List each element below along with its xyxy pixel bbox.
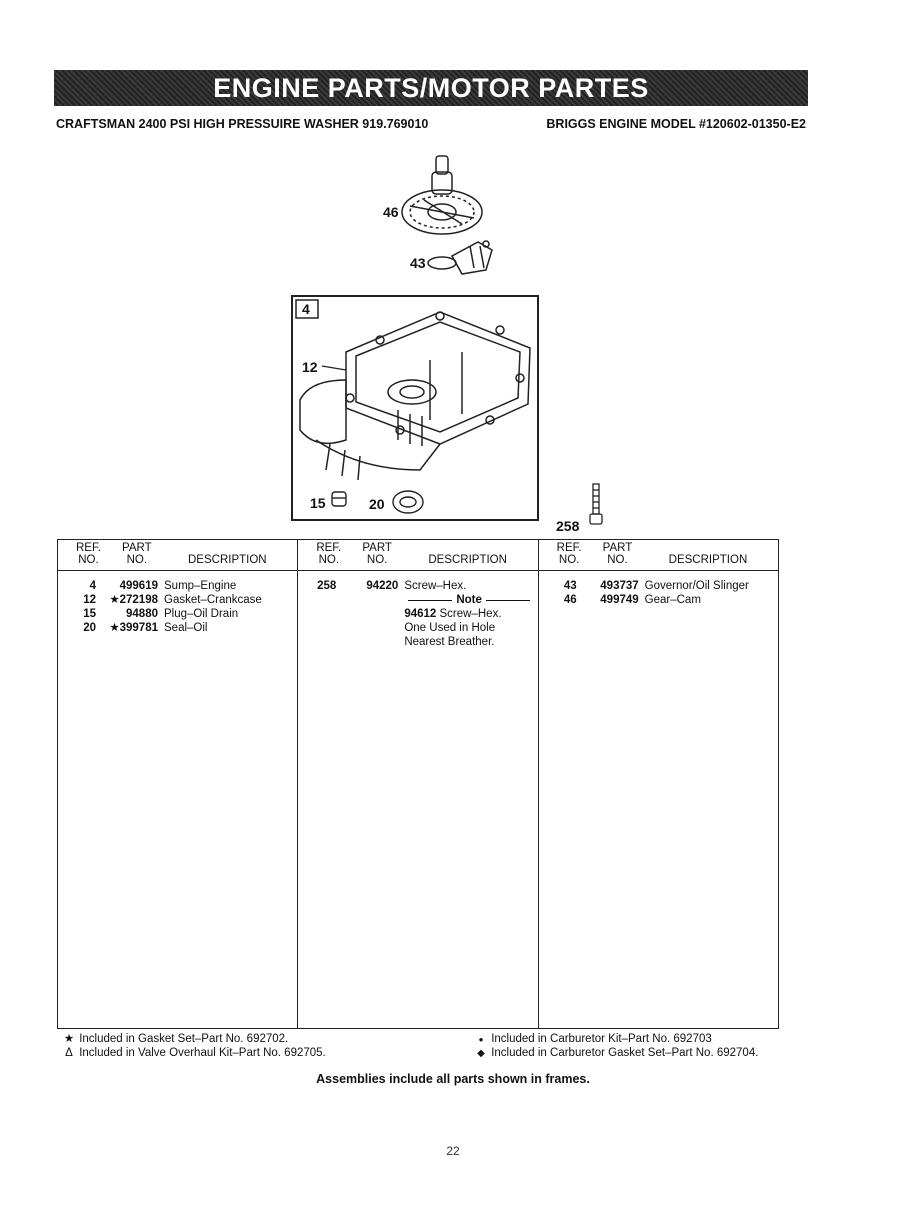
- column-header: [298, 540, 537, 571]
- header-description-label: DESCRIPTION: [428, 554, 507, 566]
- note-dash-right: [486, 600, 530, 601]
- diamond-icon: ◆: [477, 1047, 485, 1059]
- sump-engine-illustration: [300, 312, 530, 480]
- ref-number: 20: [83, 622, 96, 634]
- oil-seal-illustration: [393, 491, 423, 513]
- callout-15: 15: [310, 495, 326, 511]
- footnote-gasket-set: [62, 1033, 326, 1047]
- callout-258: 258: [556, 518, 580, 534]
- column-header: [539, 540, 778, 571]
- header-part-no-label: NO.: [126, 554, 148, 566]
- washer-model-label: CRAFTSMAN 2400 PSI HIGH PRESSUIRE WASHER 919.769010: [56, 117, 429, 131]
- part-number: 499619: [119, 580, 158, 592]
- page-title-bar: [54, 70, 808, 106]
- assemblies-note: Assemblies include all parts shown in frames.: [316, 1072, 590, 1086]
- footnote-valve-kit: [62, 1047, 326, 1061]
- ref-number: 43: [563, 580, 577, 592]
- ref-number: 12: [83, 594, 96, 606]
- part-description: Gasket–Crankcase: [164, 594, 262, 606]
- note-dash-left: [408, 600, 452, 601]
- part-description: Gear–Cam: [644, 594, 701, 606]
- header-part-no-label: NO.: [366, 554, 388, 566]
- callout-12-leader: [322, 366, 346, 370]
- note-line-3: Nearest Breather.: [404, 636, 495, 648]
- part-number: 493737: [600, 580, 639, 592]
- footnote-text: Included in Carburetor Kit–Part No. 692703: [491, 1033, 712, 1045]
- table-row: [539, 579, 778, 593]
- table-row: [58, 607, 297, 621]
- engine-model-label: BRIGGS ENGINE MODEL #120602-01350-E2: [546, 117, 806, 131]
- footnote-carburetor-gasket-set: [474, 1047, 758, 1061]
- part-number: 94880: [126, 608, 158, 620]
- header-description-label: DESCRIPTION: [668, 554, 748, 566]
- footnote-text: Included in Gasket Set–Part No. 692702.: [79, 1033, 289, 1045]
- part-description: Screw–Hex.: [404, 580, 467, 592]
- part-number: ★272198: [109, 594, 158, 606]
- star-icon: ★: [63, 1033, 75, 1045]
- parts-table: [57, 539, 779, 1029]
- column-header: [58, 540, 297, 571]
- header-ref-label: REF.: [76, 542, 101, 554]
- note-part-number: 94612: [404, 608, 437, 620]
- header-ref-no-label: NO.: [318, 554, 340, 566]
- header-ref-no-label: NO.: [558, 554, 580, 566]
- note-line-2: One Used in Hole: [404, 622, 496, 634]
- parts-column-2: [297, 540, 537, 1028]
- footnote-carburetor-kit: [474, 1033, 758, 1047]
- callout-43: 43: [410, 255, 426, 271]
- governor-slinger-illustration: [428, 241, 492, 274]
- callout-20: 20: [369, 496, 385, 512]
- header-ref-label: REF.: [316, 542, 342, 554]
- table-row: [58, 621, 297, 635]
- part-number: 94220: [366, 580, 399, 592]
- callout-4: 4: [302, 301, 310, 317]
- table-row: [298, 579, 537, 593]
- delta-icon: Δ: [65, 1046, 73, 1059]
- part-description: Seal–Oil: [164, 622, 208, 634]
- callout-12: 12: [302, 359, 318, 375]
- note-label: Note: [456, 594, 482, 606]
- ref-number: 258: [317, 580, 337, 592]
- header-ref-label: REF.: [556, 542, 582, 554]
- header-part-label: PART: [362, 542, 392, 554]
- oil-drain-plug-illustration: [332, 492, 346, 506]
- header-part-label: PART: [602, 542, 633, 554]
- note-block: [298, 593, 537, 649]
- header-part-no-label: NO.: [607, 554, 628, 566]
- table-row: [539, 593, 778, 607]
- ref-number: 46: [563, 594, 577, 606]
- assembly-frame: [292, 296, 538, 520]
- parts-column-3: [538, 540, 778, 1028]
- ref-number: 4: [89, 580, 96, 592]
- callout-46: 46: [383, 204, 399, 220]
- cam-gear-illustration: [402, 156, 482, 234]
- part-number: 499749: [600, 594, 639, 606]
- part-description: Governor/Oil Slinger: [644, 580, 749, 592]
- part-description: Sump–Engine: [164, 580, 237, 592]
- part-number: ★399781: [109, 622, 158, 634]
- footnote-text: Included in Carburetor Gasket Set–Part No. 692704.: [491, 1046, 759, 1059]
- header-part-label: PART: [122, 542, 152, 554]
- ref-number: 15: [83, 608, 96, 620]
- hex-screw-illustration: [590, 484, 602, 524]
- table-row: [58, 593, 297, 607]
- page-number: 22: [446, 1144, 460, 1158]
- dot-icon: ●: [478, 1035, 484, 1044]
- footnote-text: Included in Valve Overhaul Kit–Part No. 692705.: [79, 1046, 326, 1059]
- table-row: [58, 579, 297, 593]
- parts-column-1: [58, 540, 297, 1028]
- part-description: Plug–Oil Drain: [164, 608, 239, 620]
- exploded-parts-diagram: [0, 140, 906, 540]
- header-ref-no-label: NO.: [78, 554, 99, 566]
- page-title: ENGINE PARTS/MOTOR PARTES: [213, 72, 649, 103]
- note-description: Screw–Hex.: [439, 608, 502, 620]
- header-description-label: DESCRIPTION: [188, 554, 267, 566]
